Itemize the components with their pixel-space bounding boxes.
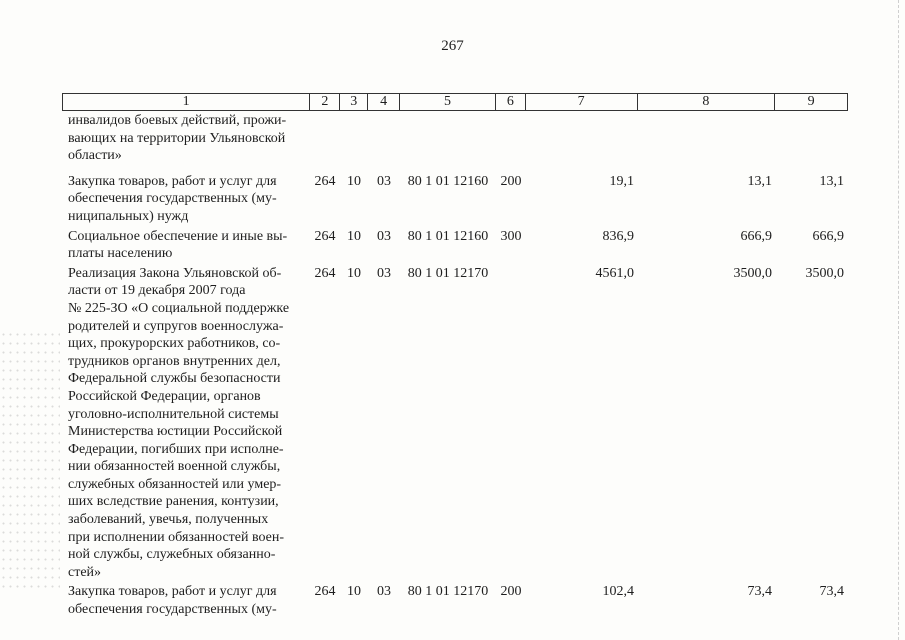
row-name-line: вающих на территории Ульяновской (68, 130, 286, 146)
row-name-line: ной службы, служебных обязанно- (68, 547, 276, 563)
cell-c9: 666,9 (812, 228, 844, 244)
row-name (62, 228, 310, 263)
scan-noise (0, 330, 60, 590)
row-name-line: служебных обязанностей или умер- (68, 476, 282, 492)
cell-c2: 264 (314, 584, 336, 600)
row-name-line: Министерства юстиции Российской (68, 424, 283, 440)
cell-c8: 13,1 (747, 173, 772, 189)
cell-c6: 200 (500, 584, 522, 600)
row-name-line: Социальное обеспечение и иные вы- (68, 228, 288, 244)
table-row (62, 112, 848, 165)
cell-c6: 200 (500, 173, 522, 189)
row-name-line: родителей и супругов военнослужа- (68, 318, 284, 334)
row-name-line: стей» (68, 564, 102, 580)
row-name-line: Федеральной службы безопасности (68, 371, 281, 387)
row-name-line: Федерации, погибших при исполне- (68, 441, 284, 457)
cell-c2: 264 (314, 173, 336, 189)
row-gap (62, 165, 848, 173)
cell-c7: 102,4 (602, 584, 634, 600)
row-name-line: Российской Федерации, органов (68, 388, 261, 404)
cell-c8: 3500,0 (733, 265, 772, 281)
row-name-line: уголовно-исполнительной системы (68, 406, 279, 422)
cell-c8: 73,4 (747, 584, 772, 600)
page-number: 267 (441, 38, 464, 54)
header-col-2: 2 (310, 94, 340, 110)
cell-c4: 03 (377, 584, 391, 600)
cell-c5: 80 1 01 12170 (407, 584, 489, 600)
row-name-line: области» (68, 148, 122, 164)
table-header (62, 93, 848, 111)
scan-edge (898, 0, 905, 640)
cell-c4: 03 (377, 265, 391, 281)
cell-c3: 10 (347, 584, 361, 600)
row-name-line: заболеваний, увечья, полученных (68, 512, 269, 528)
header-col-7: 7 (526, 94, 638, 110)
cell-c7: 4561,0 (595, 265, 634, 281)
row-name-line: при исполнении обязанностей воен- (68, 529, 285, 545)
cell-c5: 80 1 01 12160 (407, 228, 489, 244)
table-body (62, 112, 848, 619)
cell-c7: 836,9 (602, 228, 634, 244)
table-row (62, 265, 848, 582)
cell-c2: 264 (314, 228, 336, 244)
cell-c9: 3500,0 (805, 265, 844, 281)
row-name-line: инвалидов боевых действий, прожи- (68, 113, 287, 128)
cell-c4: 03 (377, 228, 391, 244)
row-name-line: обеспечения государственных (му- (68, 191, 277, 207)
table-row (62, 583, 848, 618)
cell-c9: 73,4 (819, 584, 844, 600)
row-name-line: нии обязанностей военной службы, (68, 459, 281, 475)
table-row (62, 173, 848, 226)
cell-c7: 19,1 (609, 173, 634, 189)
header-col-1: 1 (63, 94, 310, 110)
row-name (62, 265, 310, 582)
cell-c3: 10 (347, 265, 361, 281)
cell-c3: 10 (347, 173, 361, 189)
header-col-9: 9 (807, 94, 815, 109)
row-name-line: Реализация Закона Ульяновской об- (68, 265, 282, 281)
cell-c5: 80 1 01 12170 (407, 265, 489, 281)
header-col-6: 6 (496, 94, 526, 110)
cell-c5: 80 1 01 12160 (407, 173, 489, 189)
cell-c2: 264 (314, 265, 336, 281)
cell-c3: 10 (347, 228, 361, 244)
row-name-line: платы населению (68, 246, 173, 262)
cell-c9: 13,1 (819, 173, 844, 189)
row-name-line: № 225-ЗО «О социальной поддержке (68, 300, 290, 316)
row-name-line: ших вследствие ранения, контузии, (68, 494, 279, 510)
row-name (62, 173, 310, 226)
row-name (62, 112, 310, 165)
row-name-line: Закупка товаров, работ и услуг для (68, 584, 277, 600)
header-col-3: 3 (340, 94, 368, 110)
header-col-8: 8 (638, 94, 776, 110)
row-name-line: щих, прокурорских работников, со- (68, 336, 281, 352)
row-name-line: трудников органов внутренних дел, (68, 353, 281, 369)
cell-c4: 03 (377, 173, 391, 189)
header-col-5: 5 (400, 94, 496, 110)
row-name-line: ласти от 19 декабря 2007 года (68, 283, 246, 299)
header-col-4: 4 (368, 94, 400, 110)
table-row (62, 228, 848, 263)
row-name-line: ниципальных) нужд (68, 208, 189, 224)
row-name-line: Закупка товаров, работ и услуг для (68, 173, 277, 189)
row-name-line: обеспечения государственных (му- (68, 602, 277, 618)
cell-c8: 666,9 (740, 228, 772, 244)
cell-c6: 300 (500, 228, 522, 244)
row-name (62, 583, 310, 618)
